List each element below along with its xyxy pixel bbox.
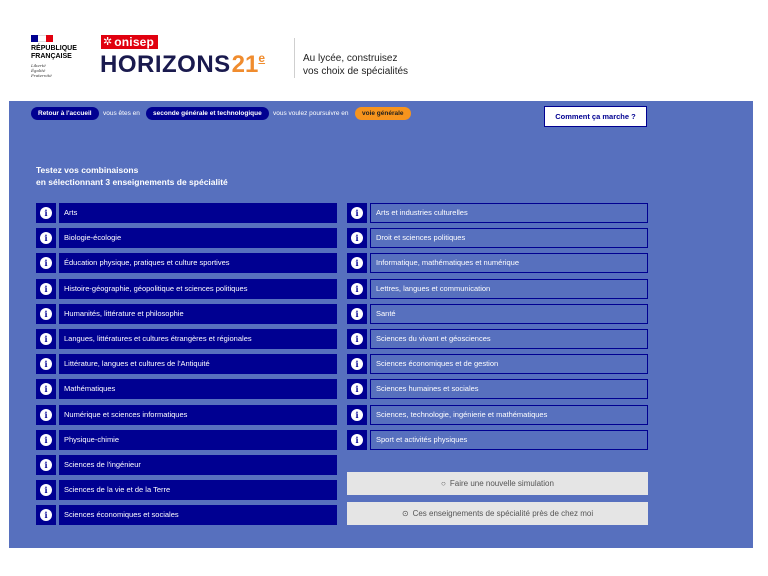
speciality-item[interactable]: [36, 430, 337, 450]
info-button[interactable]: [36, 405, 56, 425]
speciality-item[interactable]: [347, 228, 648, 248]
speciality-item[interactable]: [36, 329, 337, 349]
speciality-label: Sciences économiques et sociales: [59, 505, 337, 525]
speciality-label: Biologie-écologie: [59, 228, 337, 248]
speciality-item[interactable]: [36, 505, 337, 525]
motto-text: Liberté Égalité Fraternité: [31, 63, 52, 78]
speciality-item[interactable]: [347, 304, 648, 324]
info-button[interactable]: [347, 405, 367, 425]
near-me-label: Ces enseignements de spécialité près de chez moi: [412, 509, 594, 518]
site-header: [0, 0, 768, 100]
info-button[interactable]: [36, 379, 56, 399]
info-button[interactable]: [347, 354, 367, 374]
info-icon: i: [351, 283, 363, 295]
speciality-label: Littérature, langues et cultures de l'Antiquité: [59, 354, 337, 374]
intro-line-1: Testez vos combinaisons: [36, 165, 139, 175]
info-button[interactable]: [347, 228, 367, 248]
info-button[interactable]: [36, 253, 56, 273]
speciality-label: Physique-chimie: [59, 430, 337, 450]
site-tagline: Au lycée, construisez vos choix de spécialités: [303, 53, 409, 77]
info-icon: i: [40, 358, 52, 370]
info-icon: i: [40, 232, 52, 244]
simulator-panel: [9, 101, 753, 548]
info-button[interactable]: [36, 228, 56, 248]
speciality-label: Sport et activités physiques: [370, 430, 648, 450]
info-icon: i: [40, 484, 52, 496]
speciality-item[interactable]: [36, 304, 337, 324]
speciality-label: Éducation physique, pratiques et culture sportives: [59, 253, 337, 273]
speciality-label: Numérique et sciences informatiques: [59, 405, 337, 425]
speciality-item[interactable]: [347, 203, 648, 223]
breadcrumb-path[interactable]: voie générale: [355, 107, 411, 120]
back-home-button[interactable]: Retour à l'accueil: [31, 107, 99, 120]
speciality-label: Sciences, technologie, ingénierie et mathématiques: [370, 405, 648, 425]
info-button[interactable]: [347, 379, 367, 399]
speciality-label: Mathématiques: [59, 379, 337, 399]
speciality-label: Sciences du vivant et géosciences: [370, 329, 648, 349]
info-button[interactable]: [347, 304, 367, 324]
header-divider: [294, 38, 295, 78]
republique-francaise-text: RÉPUBLIQUE FRANÇAISE: [31, 45, 77, 60]
horizons21-logo[interactable]: [100, 51, 265, 79]
near-me-button[interactable]: [347, 502, 648, 525]
speciality-label: Arts et industries culturelles: [370, 203, 648, 223]
speciality-item[interactable]: [36, 480, 337, 500]
info-icon: i: [40, 308, 52, 320]
speciality-label: Humanités, littérature et philosophie: [59, 304, 337, 324]
speciality-item[interactable]: [347, 430, 648, 450]
info-icon: i: [351, 308, 363, 320]
speciality-item[interactable]: [36, 279, 337, 299]
speciality-item[interactable]: [347, 279, 648, 299]
breadcrumb-text-current: vous êtes en: [103, 110, 140, 117]
horizons-logo-text: HORIZONS: [100, 51, 231, 78]
info-icon: i: [351, 333, 363, 345]
info-button[interactable]: [36, 505, 56, 525]
info-button[interactable]: [347, 203, 367, 223]
breadcrumb-level[interactable]: seconde générale et technologique: [146, 107, 269, 120]
onisep-logo-text: onisep: [114, 35, 155, 49]
speciality-label: Arts: [59, 203, 337, 223]
speciality-item[interactable]: [36, 228, 337, 248]
info-button[interactable]: [36, 304, 56, 324]
speciality-label: Sciences de l'ingénieur: [59, 455, 337, 475]
speciality-item[interactable]: [347, 354, 648, 374]
intro-text: [36, 164, 228, 188]
speciality-label: Lettres, langues et communication: [370, 279, 648, 299]
info-button[interactable]: [347, 430, 367, 450]
info-icon: i: [40, 434, 52, 446]
speciality-label: Informatique, mathématiques et numérique: [370, 253, 648, 273]
breadcrumb-text-next: vous voulez poursuivre en: [273, 110, 349, 117]
horizons-logo-superscript: e: [258, 51, 266, 65]
speciality-item[interactable]: [36, 455, 337, 475]
info-icon: i: [351, 409, 363, 421]
speciality-label: Histoire-géographie, géopolitique et sciences politiques: [59, 279, 337, 299]
info-icon: i: [40, 409, 52, 421]
info-icon: i: [40, 459, 52, 471]
info-button[interactable]: [347, 279, 367, 299]
location-pin-icon: ⊙: [401, 509, 409, 518]
info-icon: i: [40, 383, 52, 395]
info-button[interactable]: [347, 253, 367, 273]
info-icon: i: [351, 257, 363, 269]
onisep-logo[interactable]: [101, 35, 158, 49]
speciality-label: Santé: [370, 304, 648, 324]
speciality-item[interactable]: [36, 405, 337, 425]
speciality-label: Sciences humaines et sociales: [370, 379, 648, 399]
info-icon: i: [351, 232, 363, 244]
info-icon: i: [351, 358, 363, 370]
how-it-works-button[interactable]: Comment ça marche ?: [544, 106, 647, 127]
info-button[interactable]: [36, 480, 56, 500]
french-flag-icon: [31, 35, 53, 42]
info-icon: i: [40, 283, 52, 295]
info-icon: i: [40, 207, 52, 219]
speciality-item[interactable]: [347, 253, 648, 273]
speciality-item[interactable]: [347, 405, 648, 425]
speciality-item[interactable]: [347, 329, 648, 349]
speciality-label: Langues, littératures et cultures étrangères et régionales: [59, 329, 337, 349]
info-button[interactable]: [36, 203, 56, 223]
speciality-item[interactable]: [36, 203, 337, 223]
horizons-logo-number: 21: [231, 51, 259, 78]
info-icon: i: [40, 333, 52, 345]
info-button[interactable]: [36, 455, 56, 475]
new-simulation-button[interactable]: [347, 472, 648, 495]
info-button[interactable]: [36, 354, 56, 374]
speciality-label: Droit et sciences politiques: [370, 228, 648, 248]
speciality-item[interactable]: [36, 253, 337, 273]
info-icon: i: [351, 434, 363, 446]
info-button[interactable]: [36, 279, 56, 299]
speciality-label: Sciences économiques et de gestion: [370, 354, 648, 374]
speciality-item[interactable]: [36, 354, 337, 374]
info-icon: i: [40, 509, 52, 521]
speciality-label: Sciences de la vie et de la Terre: [59, 480, 337, 500]
onisep-star-icon: ✲: [103, 36, 113, 48]
circle-icon: ○: [441, 479, 446, 488]
speciality-item[interactable]: [36, 379, 337, 399]
intro-line-2: en sélectionnant 3 enseignements de spécialité: [36, 177, 228, 187]
info-button[interactable]: [36, 430, 56, 450]
new-simulation-label: Faire une nouvelle simulation: [449, 479, 554, 488]
info-icon: i: [351, 383, 363, 395]
republique-francaise-logo[interactable]: [31, 35, 91, 78]
info-button[interactable]: [347, 329, 367, 349]
info-button[interactable]: [36, 329, 56, 349]
info-icon: i: [351, 207, 363, 219]
speciality-item[interactable]: [347, 379, 648, 399]
info-icon: i: [40, 257, 52, 269]
